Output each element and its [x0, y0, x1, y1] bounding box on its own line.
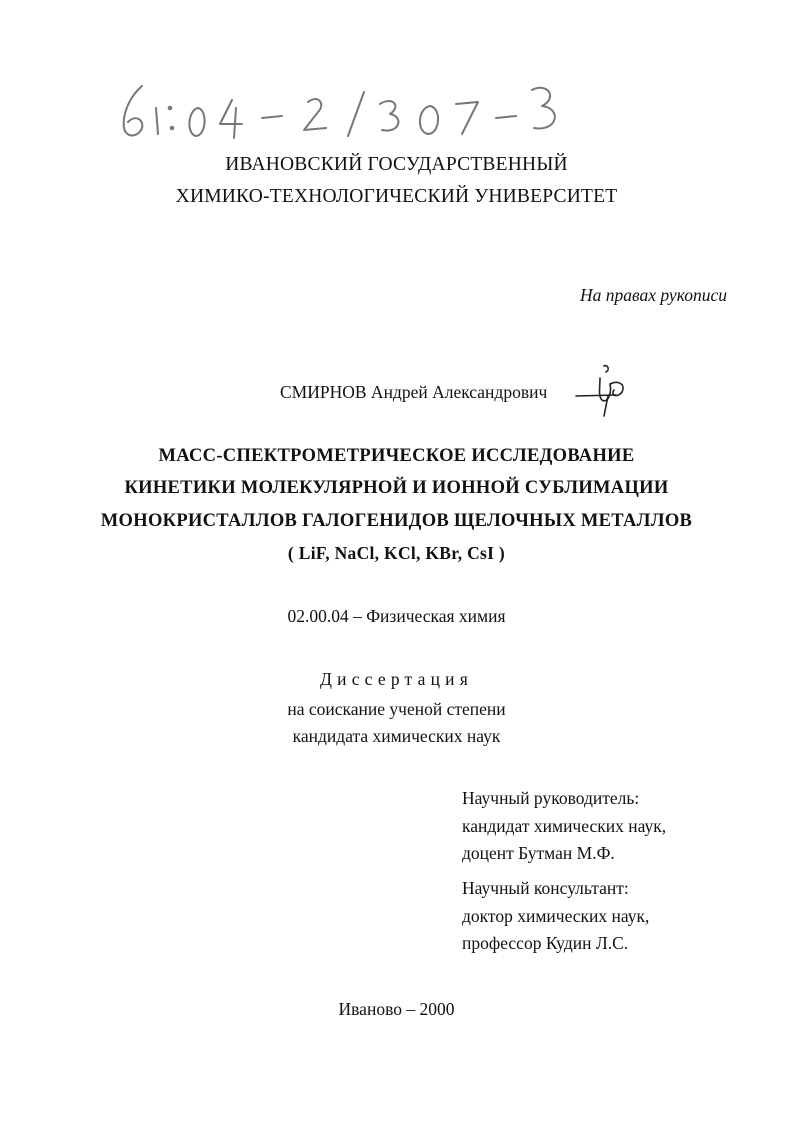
dissertation-title-compounds: ( LiF, NaCl, KCl, KBr, CsI ) [287, 543, 506, 563]
supervisor-degree: кандидат химических наук, [462, 816, 667, 836]
degree-purpose-line1: на соискание ученой степени [287, 699, 506, 719]
consultant-role: Научный консультант: [462, 878, 629, 898]
dissertation-title-line3: МОНОКРИСТАЛЛОВ ГАЛОГЕНИДОВ ЩЕЛОЧНЫХ МЕТАЛЛОВ [100, 511, 693, 531]
author-name: СМИРНОВ Андрей Александрович [280, 382, 548, 402]
supervisor-role: Научный руководитель: [462, 788, 640, 808]
manuscript-rights-note: На правах рукописи [580, 285, 727, 305]
dissertation-title-line2: КИНЕТИКИ МОЛЕКУЛЯРНОЙ И ИОННОЙ СУБЛИМАЦИИ [124, 478, 669, 498]
consultant-name: профессор Кудин Л.С. [462, 933, 629, 953]
supervisor-name: доцент Бутман М.Ф. [462, 843, 615, 863]
degree-purpose-line2: кандидата химических наук [292, 726, 501, 746]
author-signature [574, 362, 638, 422]
university-name-line1: ИВАНОВСКИЙ ГОСУДАРСТВЕННЫЙ [225, 154, 568, 175]
consultant-degree: доктор химических наук, [462, 906, 650, 926]
university-name-line2: ХИМИКО-ТЕХНОЛОГИЧЕСКИЙ УНИВЕРСИТЕТ [175, 186, 618, 207]
dissertation-label: Диссертация [320, 669, 473, 689]
dissertation-title-line1: МАСС-СПЕКТРОМЕТРИЧЕСКОЕ ИССЛЕДОВАНИЕ [158, 446, 635, 466]
city-year: Иваново – 2000 [338, 999, 455, 1019]
handwritten-archive-code [112, 78, 572, 148]
specialty-code: 02.00.04 – Физическая химия [287, 606, 506, 626]
